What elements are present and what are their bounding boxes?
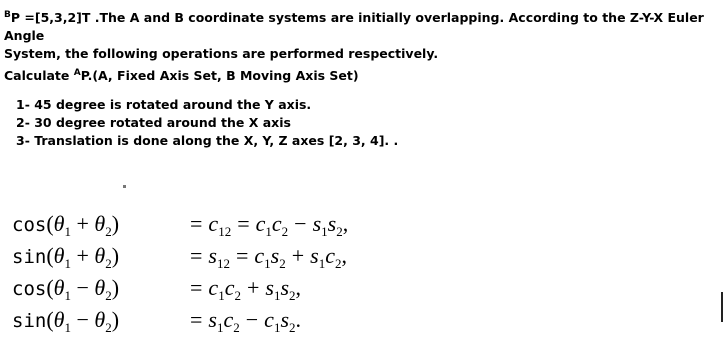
problem-line-2: System, the following operations are performed respectively. (4, 46, 439, 61)
step-3: 3- Translation is done along the X, Y, Z axes [2, 3, 4]. . (16, 133, 399, 148)
problem-statement (4, 6, 724, 85)
problem-line-1 (4, 6, 724, 45)
trig-identities (12, 208, 348, 336)
identity-lhs: $\cos(\theta_1 + \theta_2)$ (12, 211, 120, 239)
step-2: 2- 30 degree rotated around the X axis (16, 115, 291, 130)
bp-superscript: B (4, 10, 11, 20)
identity-cos-sum: $\cos(\theta_1 + \theta_2) = c_{12} = c_1c_2 - s_1s_2$, (12, 208, 348, 240)
ap-superscript: A (73, 68, 81, 78)
calculate-line (4, 64, 724, 85)
step-1: 1- 45 degree is rotated around the Y axis. (16, 97, 312, 112)
identity-lhs: $\cos(\theta_1 - \theta_2)$ (12, 275, 120, 303)
edge-mark (721, 292, 723, 322)
calculate-prefix: Calculate (4, 68, 74, 83)
identity-lhs: $\sin(\theta_1 + \theta_2)$ (12, 243, 120, 271)
identity-cos-diff: $\cos(\theta_1 - \theta_2) = c_1c_2 + s_1s_2$, (12, 272, 348, 304)
stray-dot (123, 185, 126, 188)
calculate-rest: P.(A, Fixed Axis Set, B Moving Axis Set) (80, 68, 359, 83)
problem-line-1-text: P =[5,3,2]T .The A and B coordinate systems are initially overlapping. According to the Z-Y-X Euler Angle (4, 10, 704, 43)
identity-lhs: $\sin(\theta_1 - \theta_2)$ (12, 307, 120, 335)
identity-sin-diff: $\sin(\theta_1 - \theta_2) = s_1c_2 - c_1s_2$. (12, 304, 348, 336)
operation-steps (16, 96, 398, 150)
identity-sin-sum: $\sin(\theta_1 + \theta_2) = s_{12} = c_1s_2 + s_1c_2$, (12, 240, 348, 272)
